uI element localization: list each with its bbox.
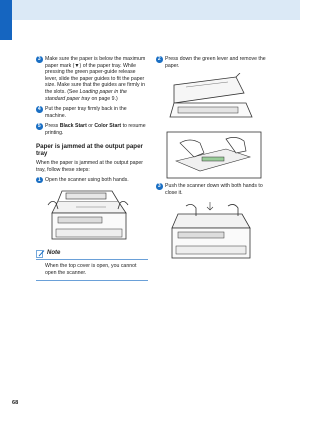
step-1: [36, 177, 148, 184]
step-2: [156, 56, 276, 69]
note-title: Note: [47, 250, 61, 257]
step-number: 2: [157, 56, 161, 62]
step-3: [36, 56, 148, 102]
step-text: Press: [45, 123, 60, 130]
step-5: [36, 123, 148, 136]
step-text: Push the scanner down with both hands to close it.: [165, 183, 263, 196]
step-text: Make sure the paper is below the maximum paper mark (▼) of the paper tray. While pressing the green paper-guide release lever, slide the paper guides to fit the paper size. Make sure that the guides are firmly in the slots. (See: [45, 56, 146, 95]
paper-removal-closeup-illustration: [166, 131, 262, 179]
step-3: [156, 183, 276, 196]
header-band: [0, 0, 300, 20]
note-text: When the top cover is open, you cannot open the scanner.: [45, 263, 137, 276]
note-header: [36, 249, 148, 260]
left-column: [36, 56, 148, 281]
step-number: 3: [37, 56, 41, 62]
right-column: [156, 56, 276, 268]
step-4: [36, 106, 148, 119]
chapter-tab: [0, 0, 12, 40]
note-pencil-icon: [36, 249, 45, 258]
step-text: Open the scanner using both hands.: [45, 176, 129, 183]
step-text-tail: on page 9.): [90, 95, 118, 102]
step-text: Put the paper tray firmly back in the machine.: [45, 106, 127, 119]
page-number: 68: [12, 400, 19, 406]
cross-reference: Loading paper in the standard paper tray: [45, 88, 127, 102]
step-number: 4: [37, 106, 41, 113]
step-text-tail: to resume printing.: [45, 123, 146, 136]
step-number: 1: [37, 176, 41, 183]
printer-scanner-open-illustration: [46, 187, 131, 245]
section-intro: When the paper is jammed at the output paper tray, follow these steps:: [36, 160, 143, 173]
step-number: 5: [37, 123, 41, 130]
printer-closing-scanner-illustration: [166, 200, 256, 264]
step-text: Press down the green lever and remove the paper.: [165, 56, 266, 69]
step-text-mid: or: [86, 123, 95, 130]
step-number: 3: [157, 183, 161, 190]
black-start-key: Black Start: [59, 123, 87, 130]
note-box: [36, 249, 148, 281]
section-heading: Paper is jammed at the output paper tray: [36, 142, 143, 157]
color-start-key: Color Start: [94, 123, 122, 130]
printer-scanner-up-illustration: [166, 73, 256, 127]
